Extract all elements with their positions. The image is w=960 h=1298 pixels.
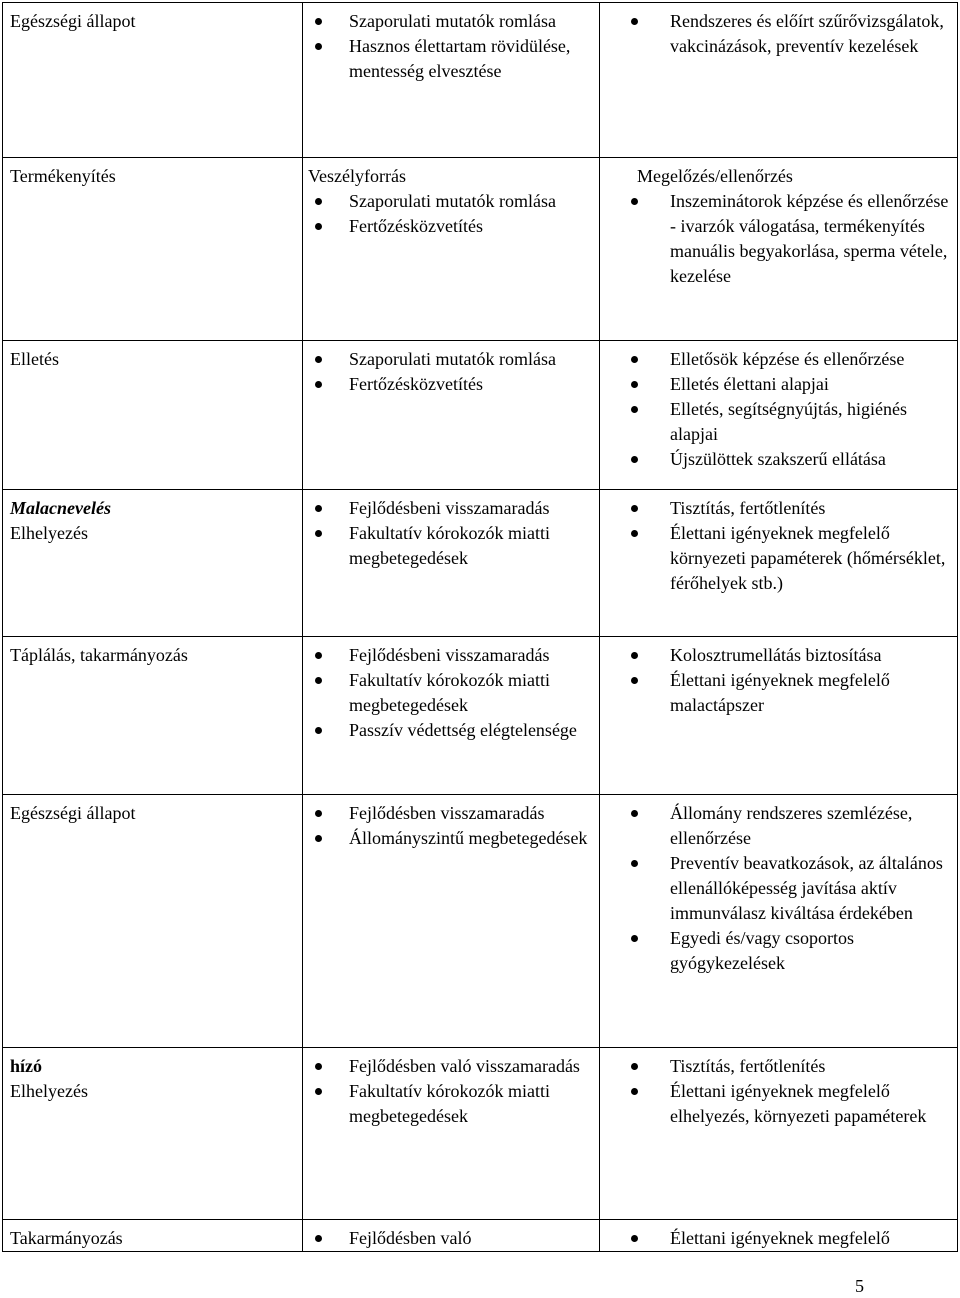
list-item: Élettani igényeknek megfelelő elhelyezés, környezeti papaméterek xyxy=(600,1079,957,1129)
bullet-list xyxy=(600,347,957,472)
hazard-cell xyxy=(303,795,600,1048)
hazard-cell xyxy=(303,637,600,795)
row-title: Takarmányozás xyxy=(10,1228,123,1248)
table-row xyxy=(3,1048,958,1220)
bullet-list xyxy=(303,1054,599,1129)
list-item: Kolosztrumellátás biztosítása xyxy=(600,643,957,668)
bullet-list xyxy=(303,801,599,851)
page-number: 5 xyxy=(855,1276,864,1296)
list-item: Fakultatív kórokozók miatti megbetegedések xyxy=(303,668,599,718)
hazard-cell xyxy=(303,1048,600,1220)
list-item: Elletés élettani alapjai xyxy=(600,372,957,397)
bullet-list xyxy=(600,1226,957,1251)
list-item: Állomány rendszeres szemlézése, ellenőrzése xyxy=(600,801,957,851)
hazard-cell xyxy=(303,1220,600,1252)
bullet-list xyxy=(303,347,599,397)
list-item: Inszeminátorok képzése és ellenőrzése - ivarzók válogatása, termékenyítés manuális begyakorlása, sperma vétele, kezelése xyxy=(600,189,957,289)
prevention-cell xyxy=(600,795,958,1048)
bullet-list xyxy=(303,643,599,743)
list-item: Hasznos élettartam rövidülése, mentesség elvesztése xyxy=(303,34,599,84)
bullet-list xyxy=(600,496,957,596)
table-row xyxy=(3,490,958,637)
list-item: Szaporulati mutatók romlása xyxy=(303,189,599,214)
row-title: Egészségi állapot xyxy=(10,11,136,31)
bullet-list xyxy=(303,1226,599,1251)
prevention-cell xyxy=(600,3,958,158)
list-item: Egyedi és/vagy csoportos gyógykezelések xyxy=(600,926,957,976)
list-item: Újszülöttek szakszerű ellátása xyxy=(600,447,957,472)
prevention-cell xyxy=(600,490,958,637)
prevention-cell xyxy=(600,1048,958,1220)
list-item: Elletősök képzése és ellenőrzése xyxy=(600,347,957,372)
bullet-list xyxy=(303,9,599,84)
list-item: Tisztítás, fertőtlenítés xyxy=(600,496,957,521)
bullet-list xyxy=(600,801,957,976)
table-row xyxy=(3,795,958,1048)
list-item: Fejlődésben visszamaradás xyxy=(303,801,599,826)
table-row xyxy=(3,3,958,158)
hazard-cell xyxy=(303,490,600,637)
row-title-cell xyxy=(3,1220,303,1252)
table-row xyxy=(3,637,958,795)
row-title: Elletés xyxy=(10,349,59,369)
hazard-cell xyxy=(303,158,600,341)
list-item: Fejlődésben való xyxy=(303,1226,599,1251)
list-item: Rendszeres és előírt szűrővizsgálatok, vakcinázások, preventív kezelések xyxy=(600,9,957,59)
list-item: Fertőzésközvetítés xyxy=(303,214,599,239)
table-row xyxy=(3,1220,958,1252)
list-item: Passzív védettség elégtelensége xyxy=(303,718,599,743)
list-item: Fejlődésbeni visszamaradás xyxy=(303,496,599,521)
row-title: hízó xyxy=(10,1056,43,1076)
list-item: Fakultatív kórokozók miatti megbetegedések xyxy=(303,1079,599,1129)
bullet-list xyxy=(600,189,957,289)
prevention-cell xyxy=(600,637,958,795)
row-title: Táplálás, takarmányozás xyxy=(10,645,188,665)
row-title-cell xyxy=(3,795,303,1048)
list-item: Elletés, segítségnyújtás, higiénés alapjai xyxy=(600,397,957,447)
row-title-cell xyxy=(3,341,303,490)
hazard-cell xyxy=(303,341,600,490)
bullet-list xyxy=(600,643,957,718)
list-item: Fejlődésbeni visszamaradás xyxy=(303,643,599,668)
prevention-cell xyxy=(600,341,958,490)
list-item: Fejlődésben való visszamaradás xyxy=(303,1054,599,1079)
row-title: Elhelyezés xyxy=(10,523,88,543)
list-item: Fakultatív kórokozók miatti megbetegedések xyxy=(303,521,599,571)
list-item: Állományszintű megbetegedések xyxy=(303,826,599,851)
row-title-cell xyxy=(3,1048,303,1220)
row-title-cell xyxy=(3,637,303,795)
bullet-list xyxy=(303,189,599,239)
list-item: Szaporulati mutatók romlása xyxy=(303,347,599,372)
prevention-cell xyxy=(600,158,958,341)
row-title: Elhelyezés xyxy=(10,1081,88,1101)
bullet-list xyxy=(600,9,957,59)
list-item: Preventív beavatkozások, az általános ellenállóképesség javítása aktív immunválasz kiváltása érdekében xyxy=(600,851,957,926)
list-item: Fertőzésközvetítés xyxy=(303,372,599,397)
content-table xyxy=(2,2,958,1252)
list-item: Szaporulati mutatók romlása xyxy=(303,9,599,34)
list-item: Tisztítás, fertőtlenítés xyxy=(600,1054,957,1079)
column-heading: Megelőzés/ellenőrzés xyxy=(637,166,793,186)
row-title: Termékenyítés xyxy=(10,166,116,186)
bullet-list xyxy=(303,496,599,571)
prevention-cell xyxy=(600,1220,958,1252)
list-item: Élettani igényeknek megfelelő xyxy=(600,1226,957,1251)
row-title-cell xyxy=(3,3,303,158)
row-title: Malacnevelés xyxy=(10,498,111,518)
list-item: Élettani igényeknek megfelelő malactápszer xyxy=(600,668,957,718)
row-title: Egészségi állapot xyxy=(10,803,136,823)
row-title-cell xyxy=(3,490,303,637)
column-heading: Veszélyforrás xyxy=(308,166,406,186)
bullet-list xyxy=(600,1054,957,1129)
list-item: Élettani igényeknek megfelelő környezeti papaméterek (hőmérséklet, férőhelyek stb.) xyxy=(600,521,957,596)
hazard-cell xyxy=(303,3,600,158)
table-row xyxy=(3,158,958,341)
row-title-cell xyxy=(3,158,303,341)
table-row xyxy=(3,341,958,490)
